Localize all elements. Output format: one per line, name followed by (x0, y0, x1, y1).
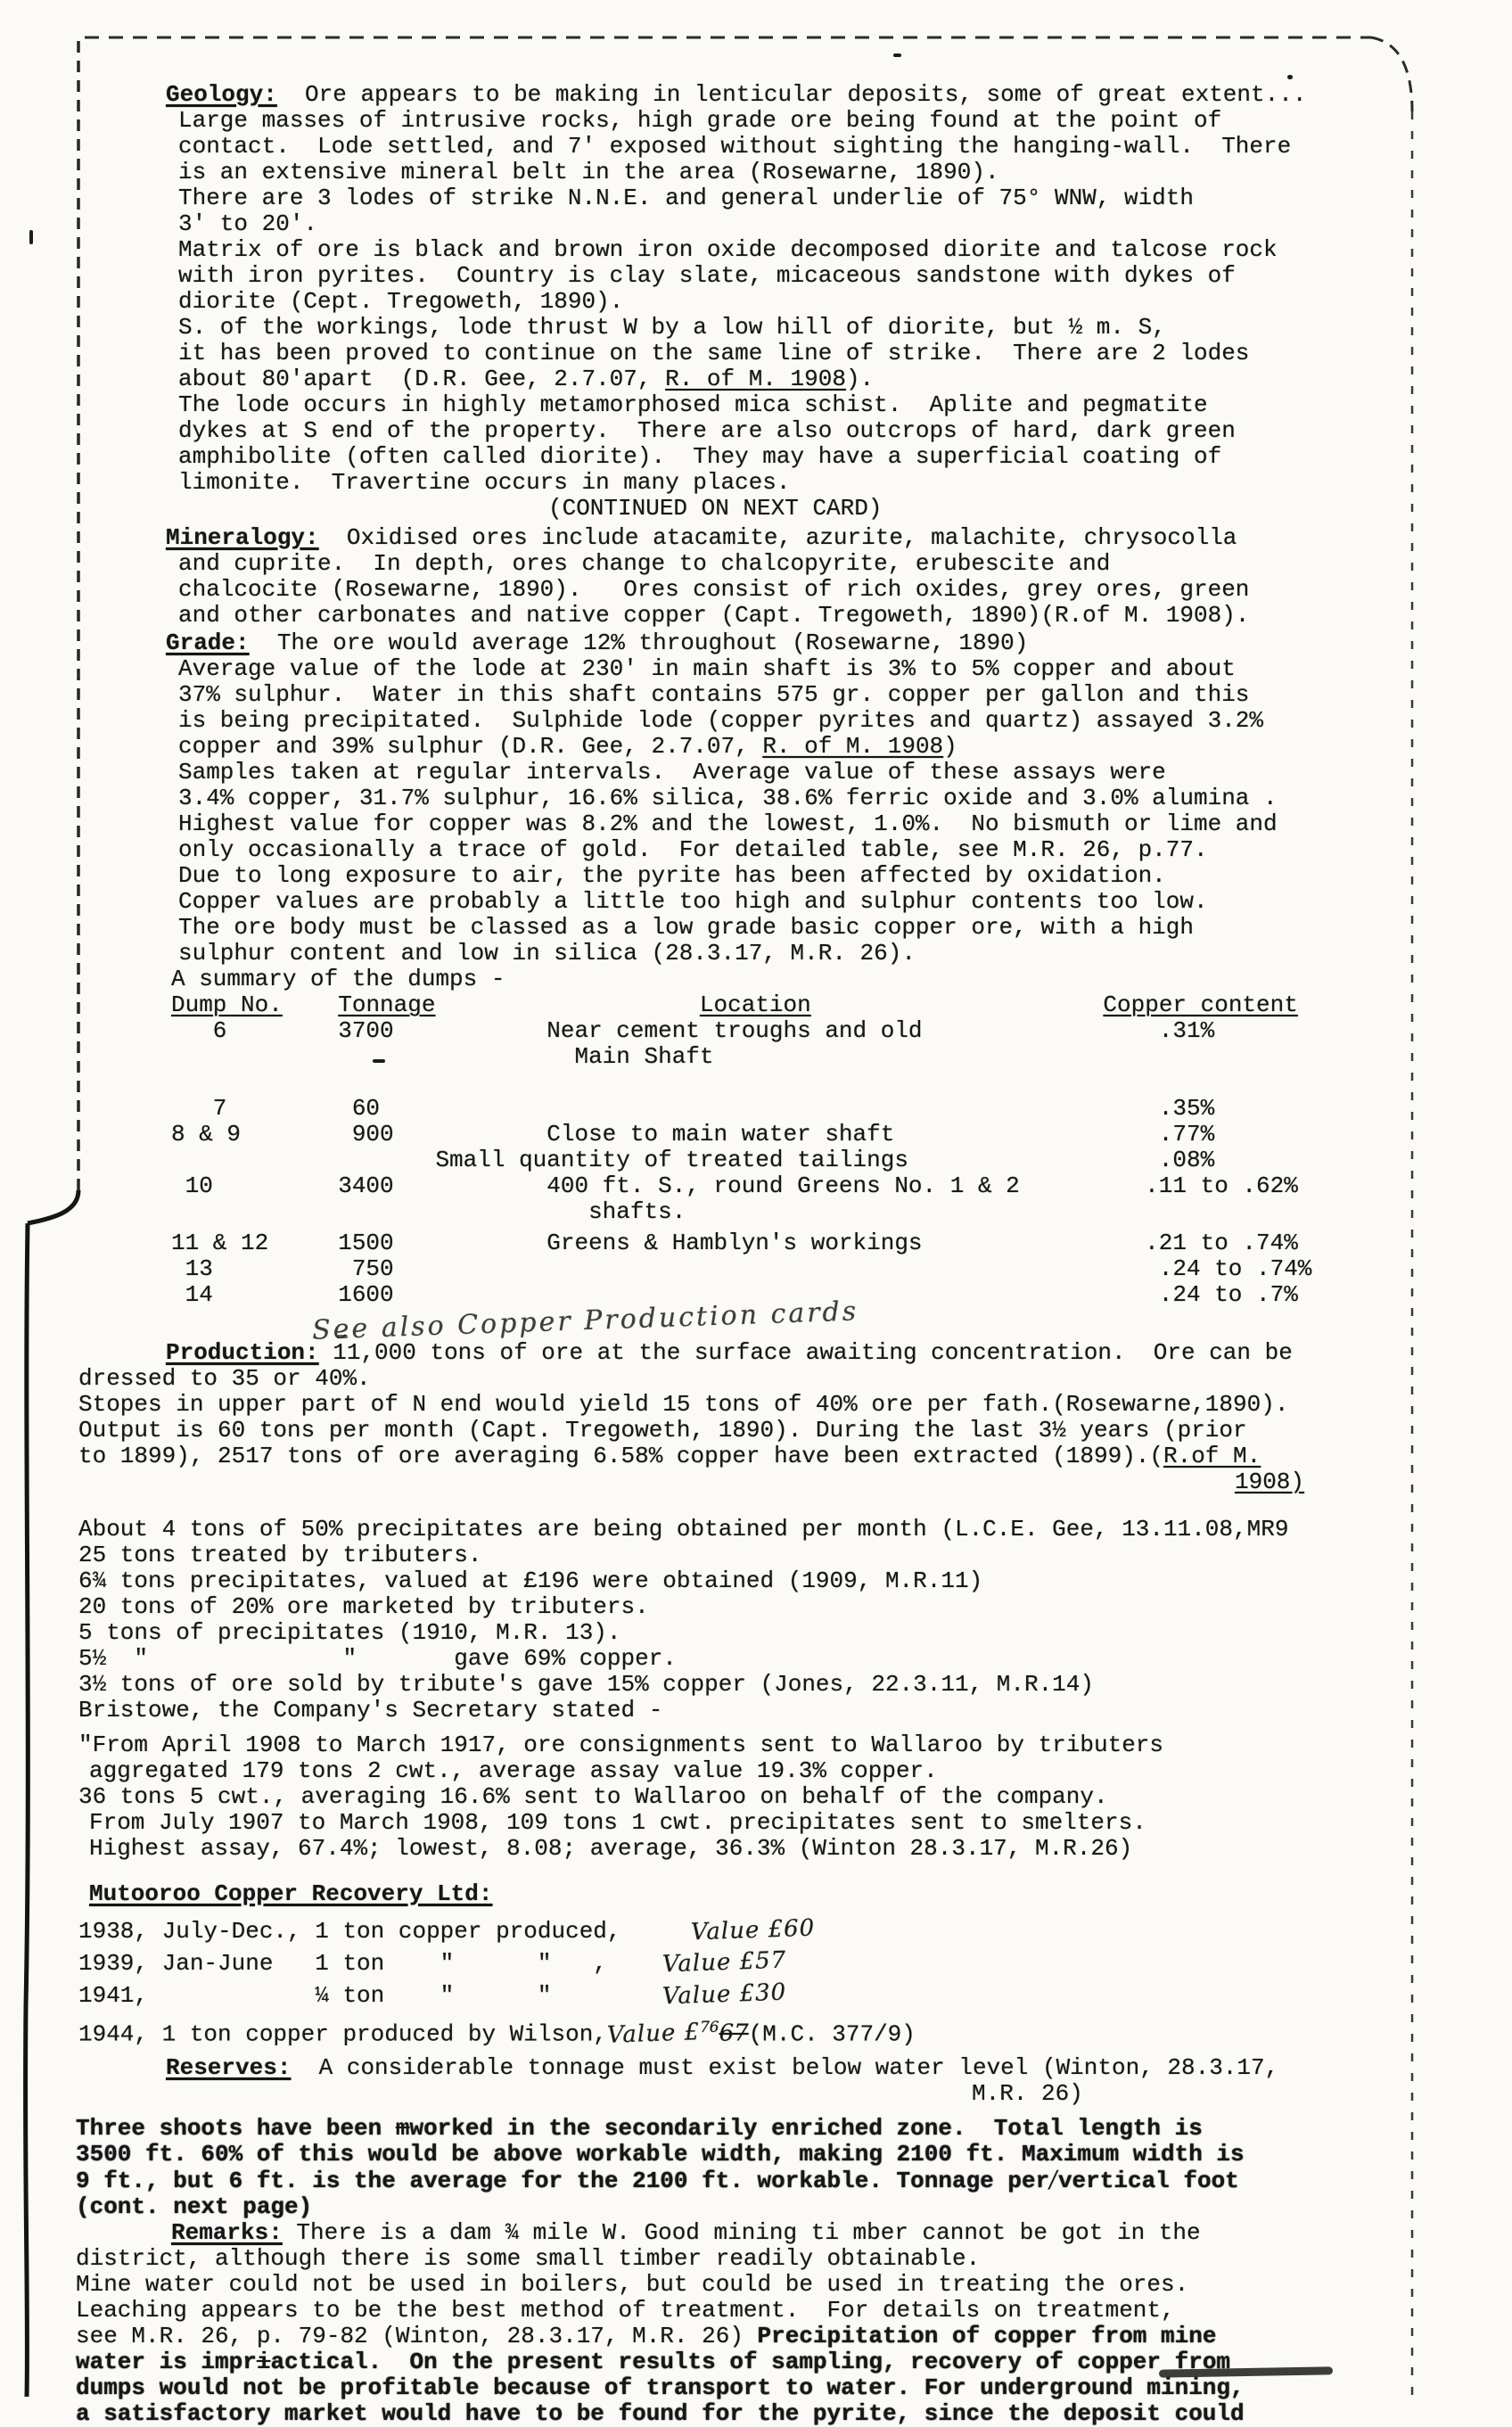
text-line: 3' to 20'. (178, 210, 318, 237)
text-line: contact. Lode settled, and 7' exposed without sighting the hanging-wall. There (178, 133, 1292, 160)
text-line: 25 tons treated by tributers. (78, 1542, 482, 1568)
text-line: Three shoots have been mworked in the secondarily enriched zone. Total length is (76, 2114, 1203, 2142)
text-line: it has been proved to continue on the same line of strike. There are 2 lodes (178, 340, 1250, 366)
text-line: and other carbonates and native copper (Capt. Tregoweth, 1890)(R.of M. 1908). (178, 602, 1250, 629)
text-line: dumps would not be profitable because of transport to water. For underground mining, (76, 2374, 1245, 2401)
text-line: aggregated 179 tons 2 cwt., average assay value 19.3% copper. (89, 1757, 938, 1784)
text-line: is being precipitated. Sulphide lode (copper pyrites and quartz) assayed 3.2% (178, 707, 1263, 734)
remarks-and-notes-section (0, 2116, 1512, 2427)
text-line: a satisfactory market would have to be found for the pyrite, since the deposit could (76, 2399, 1245, 2427)
text-line: There are 3 lodes of strike N.N.E. and general underlie of 75° WNW, width (178, 185, 1194, 211)
table-row: 7 60 .35% (171, 1095, 1215, 1122)
text-line: dykes at S end of the property. There are also outcrops of hard, dark green (178, 417, 1236, 444)
text-line: Average value of the lode at 230' in main shaft is 3% to 5% copper and about (178, 655, 1236, 682)
text-line: Stopes in upper part of N end would yield 15 tons of 40% ore per fath.(Rosewarne,1890). (78, 1391, 1289, 1418)
table-row: Small quantity of treated tailings .08% (171, 1147, 1215, 1173)
text-line: and cuprite. In depth, ores change to chalcopyrite, erubescite and (178, 550, 1111, 577)
text-line: Production: 11,000 tons of ore at the surface awaiting concentration. Ore can be (166, 1339, 1293, 1366)
text-line: sulphur content and low in silica (28.3.17, M.R. 26). (178, 940, 916, 967)
handwritten-note-section (0, 1296, 1512, 1346)
table-row: 6 3700 Near cement troughs and old .31% (171, 1017, 1215, 1044)
text-line: 36 tons 5 cwt., averaging 16.6% sent to Wallaroo on behalf of the company. (78, 1783, 1108, 1810)
text-line: Reserves: A considerable tonnage must exist below water level (Winton, 28.3.17, (166, 2053, 1279, 2081)
text-line: Leaching appears to be the best method of treatment. For details on treatment, (76, 2296, 1175, 2324)
text-line: 6¾ tons precipitates, valued at £196 were obtained (1909, M.R.11) (78, 1567, 983, 1594)
text-line: Highest value for copper was 8.2% and the lowest, 1.0%. No bismuth or lime and (178, 810, 1278, 837)
text-line: only occasionally a trace of gold. For detailed table, see M.R. 26, p.77. (178, 836, 1208, 863)
handwritten-note: See also Copper Production cards (311, 1296, 859, 1346)
text-line: 3.4% copper, 31.7% sulphur, 16.6% silica, 38.6% ferric oxide and 3.0% alumina . (178, 785, 1278, 811)
table-row: 13 750 .24 to .74% (171, 1255, 1312, 1282)
text-line: district, although there is some small timber readily obtainable. (76, 2244, 981, 2272)
production-section (0, 1340, 1512, 1862)
text-line: Grade: The ore would average 12% throughout (Rosewarne, 1890) (166, 629, 1029, 656)
text-line: 9 ft., but 6 ft. is the average for the 2100 ft. workable. Tonnage per/vertical foot (76, 2166, 1239, 2194)
table-row: Main Shaft (171, 1043, 714, 1070)
text-line: about 80'apart (D.R. Gee, 2.7.07, R. of M. 1908). (178, 366, 875, 392)
text-line: Copper values are probably a little too high and sulphur contents too low. (178, 888, 1208, 915)
text-line: is an extensive mineral belt in the area (Rosewarne, 1890). (178, 159, 999, 185)
text-line: 3½ tons of ore sold by tribute's gave 15% copper (Jones, 22.3.11, M.R.14) (78, 1671, 1094, 1698)
text-line: Geology: Ore appears to be making in lenticular deposits, some of great extent... (166, 81, 1307, 108)
text-line: 37% sulphur. Water in this shaft contains 575 gr. copper per gallon and this (178, 681, 1250, 708)
text-line: Output is 60 tons per month (Capt. Tregoweth, 1890). During the last 3½ years (prior (78, 1417, 1247, 1444)
text-line: Mine water could not be used in boilers, but could be used in treating the ores. (76, 2270, 1189, 2298)
table-row: shafts. (171, 1198, 686, 1225)
text-line: to 1899), 2517 tons of ore averaging 6.58% copper have been extracted (1899).(R.of M. (78, 1443, 1261, 1469)
text-line: 20 tons of 20% ore marketed by tributers. (78, 1593, 649, 1620)
text-line: Mineralogy: Oxidised ores include atacamite, azurite, malachite, chrysocolla (166, 524, 1237, 551)
text-line: 3500 ft. 60% of this would be above workable width, making 2100 ft. Maximum width is (76, 2140, 1245, 2168)
text-line: (CONTINUED ON NEXT CARD) (548, 495, 883, 522)
text-line: Remarks: There is a dam ¾ mile W. Good mining ti mber cannot be got in the (171, 2218, 1201, 2246)
text-line: A summary of the dumps - (171, 966, 505, 992)
text-line: M.R. 26) (972, 2079, 1083, 2107)
table-row: 10 3400 400 ft. S., round Greens No. 1 & 2 .11 to .62% (171, 1172, 1298, 1199)
text-line: S. of the workings, lode thrust W by a low hill of diorite, but ½ m. S, (178, 314, 1166, 341)
text-line: 5½ " " gave 69% copper. (78, 1645, 677, 1672)
text-line: (cont. next page) (76, 2193, 313, 2220)
text-line: 1944, 1 ton copper produced by Wilson,Value £$^{76}$67(M.C. 377/9) (78, 2018, 916, 2049)
text-line: Samples taken at regular intervals. Average value of these assays were (178, 759, 1166, 786)
text-line: water is impriactical. On the present results of sampling, recovery of copper from (76, 2348, 1231, 2375)
text-line: The ore body must be classed as a low grade basic copper ore, with a high (178, 914, 1194, 941)
text-line: limonite. Travertine occurs in many places. (178, 469, 791, 496)
text-line: Large masses of intrusive rocks, high grade ore being found at the point of (178, 107, 1222, 134)
text-line: chalcocite (Rosewarne, 1890). Ores consist of rich oxides, grey ores, green (178, 576, 1250, 603)
text-line: with iron pyrites. Country is clay slate, micaceous sandstone with dykes of (178, 262, 1236, 289)
text-line: amphibolite (often called diorite). They may have a superficial coating of (178, 443, 1222, 470)
text-line: copper and 39% sulphur (D.R. Gee, 2.7.07, R. of M. 1908) (178, 733, 957, 760)
text-line: 1939, Jan-June 1 ton " " , Value £57 (78, 1946, 788, 1979)
text-line: From July 1907 to March 1908, 109 tons 1 cwt. precipitates sent to smelters. (89, 1809, 1146, 1836)
text-line: Due to long exposure to air, the pyrite has been affected by oxidation. (178, 862, 1166, 889)
grade-section (0, 630, 1512, 967)
text-line: "From April 1908 to March 1917, ore consignments sent to Wallaroo by tributers (78, 1732, 1163, 1758)
text-line: The lode occurs in highly metamorphosed mica schist. Aplite and pegmatite (178, 391, 1208, 418)
dump-summary-table-section (0, 967, 1512, 1308)
table-row: 8 & 9 900 Close to main water shaft .77% (171, 1121, 1215, 1148)
text-line: dressed to 35 or 40%. (78, 1365, 371, 1392)
text-line: 1938, July-Dec., 1 ton copper produced, Value £60 (78, 1914, 816, 1946)
text-line: 5 tons of precipitates (1910, M.R. 13). (78, 1619, 621, 1646)
text-line: Bristowe, the Company's Secretary stated - (78, 1697, 663, 1724)
subsection-heading: Mutooroo Copper Recovery Ltd: (89, 1880, 493, 1907)
table-header: Dump No. Tonnage Location Copper content (171, 991, 1298, 1018)
geology-section (0, 82, 1512, 522)
reserves-section (0, 2055, 1512, 2107)
mutooroo-copper-recovery-section (0, 1881, 1512, 2048)
text-line: Highest assay, 67.4%; lowest, 8.08; average, 36.3% (Winton 28.3.17, M.R.26) (89, 1835, 1133, 1862)
text-line: About 4 tons of 50% precipitates are being obtained per month (L.C.E. Gee, 13.11.08,MR9 (78, 1516, 1289, 1543)
table-row: 11 & 12 1500 Greens & Hamblyn's workings .21 to .74% (171, 1230, 1298, 1256)
text-line: 1908) (1235, 1469, 1305, 1495)
mineralogy-section (0, 525, 1512, 629)
text-line: 1941, ¼ ton " " Value £30 (78, 1979, 788, 2011)
text-line: Matrix of ore is black and brown iron oxide decomposed diorite and talcose rock (178, 236, 1278, 263)
text-line: diorite (Cept. Tregoweth, 1890). (178, 288, 624, 315)
table-row: 14 1600 .24 to .7% (171, 1281, 1298, 1308)
text-line: see M.R. 26, p. 79-82 (Winton, 28.3.17, M.R. 26) Precipitation of copper from mine (76, 2322, 1217, 2349)
